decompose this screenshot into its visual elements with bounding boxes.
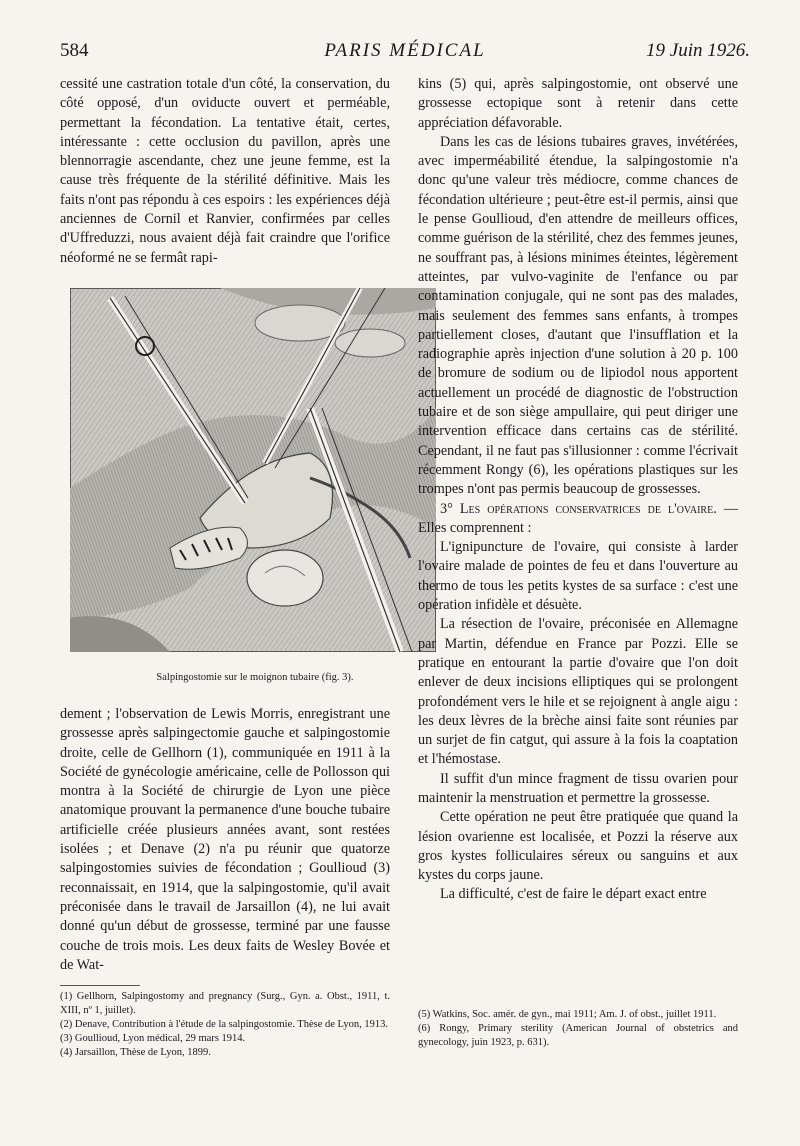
figure-caption: Salpingostomie sur le moignon tubaire (fig. 3). xyxy=(156,672,354,683)
right-column xyxy=(418,75,738,905)
paragraph: dement ; l'observation de Lewis Morris, enregistrant une grossesse après salpingectomie gauche et salpingostomie droite, celle de Gellhorn (1), communiquée en 1911 à la Société de gynécologie américaine, celle de Pollosson qui montra à la Société de chirurgie de Lyon une pièce anatomique prouvant la permanence d'une bouche tubaire artificielle créée plusieurs années avant, sont restées isolées ; et Denave (2) n'a pu réunir que quatorze salpingostomies suivies de fécondation ; Goullioud (3) reconnaissait, en 1914, que la salpingostomie, qu'il avait préconisée dans le travail de Jarsaillon (4), ne lui avait donné qu'un début de grossesse, terminé par une fausse couche de trois mois. Les deux faits de Wesley Bovée et de Wat- xyxy=(60,706,390,973)
paragraph: L'ignipuncture de l'ovaire, qui consiste à larder l'ovaire malade de pointes de feu et dans l'ouverture au thermo de tous les petits kystes de sa surface : c'est une opération infidèle et désuète. xyxy=(418,539,738,614)
footnote: (3) Goullioud, Lyon médical, 29 mars 1914. xyxy=(60,1033,246,1044)
footnote: (6) Rongy, Primary sterility (American Journal of obstetrics and gynecology, juin 1923, p. 631). xyxy=(418,1023,738,1048)
page-number: 584 xyxy=(60,40,89,61)
paragraph: La difficulté, c'est de faire le départ exact entre xyxy=(440,886,707,903)
section-number: 3° xyxy=(440,500,453,517)
paragraph: cessité une castration totale d'un côté, la conservation, du côté opposé, d'un oviducte ouvert et perméable, permettant la fécondation. La tentative était, certes, intéressante : cette occlusion du pavillon, après une blennorragie ascendante, chez une jeune femme, est la cause très fréquente de la stérilité définitive. Mais les faits n'ont pas répondu à ces espoirs : les expériences déjà anciennes de Cornil et Ranvier, confirmées par celles d'Uffreduzzi, nous avaient déjà fait craindre que l'orifice néoformé ne se fermât rapi- xyxy=(60,76,390,266)
paragraph: La résection de l'ovaire, préconisée en Allemagne par Martin, défendue en France par Pozzi. Elle se pratique en entourant la partie d'ovaire que l'on doit enlever de deux incisions elliptiques qui se prolongent profondément vers le hile et se rejoignent à angle aigu : les deux lèvres de la brèche ainsi faite sont réunies par un surjet de fin catgut, qui assure à la fois la coaptation et l'hémostase. xyxy=(418,616,738,768)
left-column-bottom xyxy=(60,705,390,975)
footnotes-left xyxy=(60,990,390,1060)
footnote: (1) Gellhorn, Salpingostomy and pregnancy (Surg., Gyn. a. Obst., 1911, t. XIII, nº 1, juillet). xyxy=(60,991,390,1016)
section-intro: — Elles comprennent : xyxy=(418,500,739,536)
paragraph: kins (5) qui, après salpingostomie, ont observé une grossesse ectopique sont à retenir dans cette appréciation défavorable. xyxy=(418,76,738,131)
paragraph: Dans les cas de lésions tubaires graves, invétérées, avec imperméabilité étendue, la salpingostomie n'a donc qu'une valeur très médiocre, comme chances de fécondation ultérieure ; peut-être est-il permis, ainsi que le pense Goullioud, d'en attendre de meilleurs offices, comme guérison de la stérilité, chez des femmes jeunes, ne souffrant pas, à lésions minimes éteintes, légèrement atteintes, par vulvo-vaginite de l'enfance ou par contamination conjugale, qui ne sont pas des malades, mais seulement des femmes sans enfants, à trompes partiellement closes, d'autant que l'insufflation et la radiographie après injection d'une solution à 20 p. 100 de bromure de sodium ou de lipiodol nous apportent actuellement un procédé de diagnostic de l'obstruction tubaire et de son siège ampullaire, qui peut diriger une intervention efficace dans certains cas de stérilité. Cependant, il ne faut pas s'illusionner : comme l'écrivait récemment Rongy (6), les opérations plastiques sur les trompes n'ont pas permis beaucoup de grossesses. xyxy=(418,133,738,498)
issue-date: 19 Juin 1926. xyxy=(646,40,750,61)
paragraph: Cette opération ne peut être pratiquée que quand la lésion ovarienne est localisée, et Pozzi la réserve aux gros kystes folliculaires séreux ou sanguins et aux kystes du corps jaune. xyxy=(418,809,738,884)
footnote: (4) Jarsaillon, Thèse de Lyon, 1899. xyxy=(60,1047,211,1058)
footnotes-right xyxy=(418,1008,738,1050)
footnote-rule xyxy=(60,985,140,986)
footnote: (2) Denave, Contribution à l'étude de la salpingostomie. Thèse de Lyon, 1913. xyxy=(60,1019,389,1030)
surgical-illustration xyxy=(70,288,436,652)
section-title: Les opérations conservatrices de l'ovaire. xyxy=(459,500,717,517)
left-column-top xyxy=(60,75,390,268)
footnote: (5) Watkins, Soc. amér. de gyn., mai 1911; Am. J. of obst., juillet 1911. xyxy=(418,1009,717,1020)
journal-title: PARIS MÉDICAL xyxy=(324,40,486,61)
section-heading xyxy=(418,500,738,539)
running-header xyxy=(60,40,750,70)
paragraph: Il suffit d'un mince fragment de tissu ovarien pour maintenir la menstruation et permettre la grossesse. xyxy=(418,770,738,806)
